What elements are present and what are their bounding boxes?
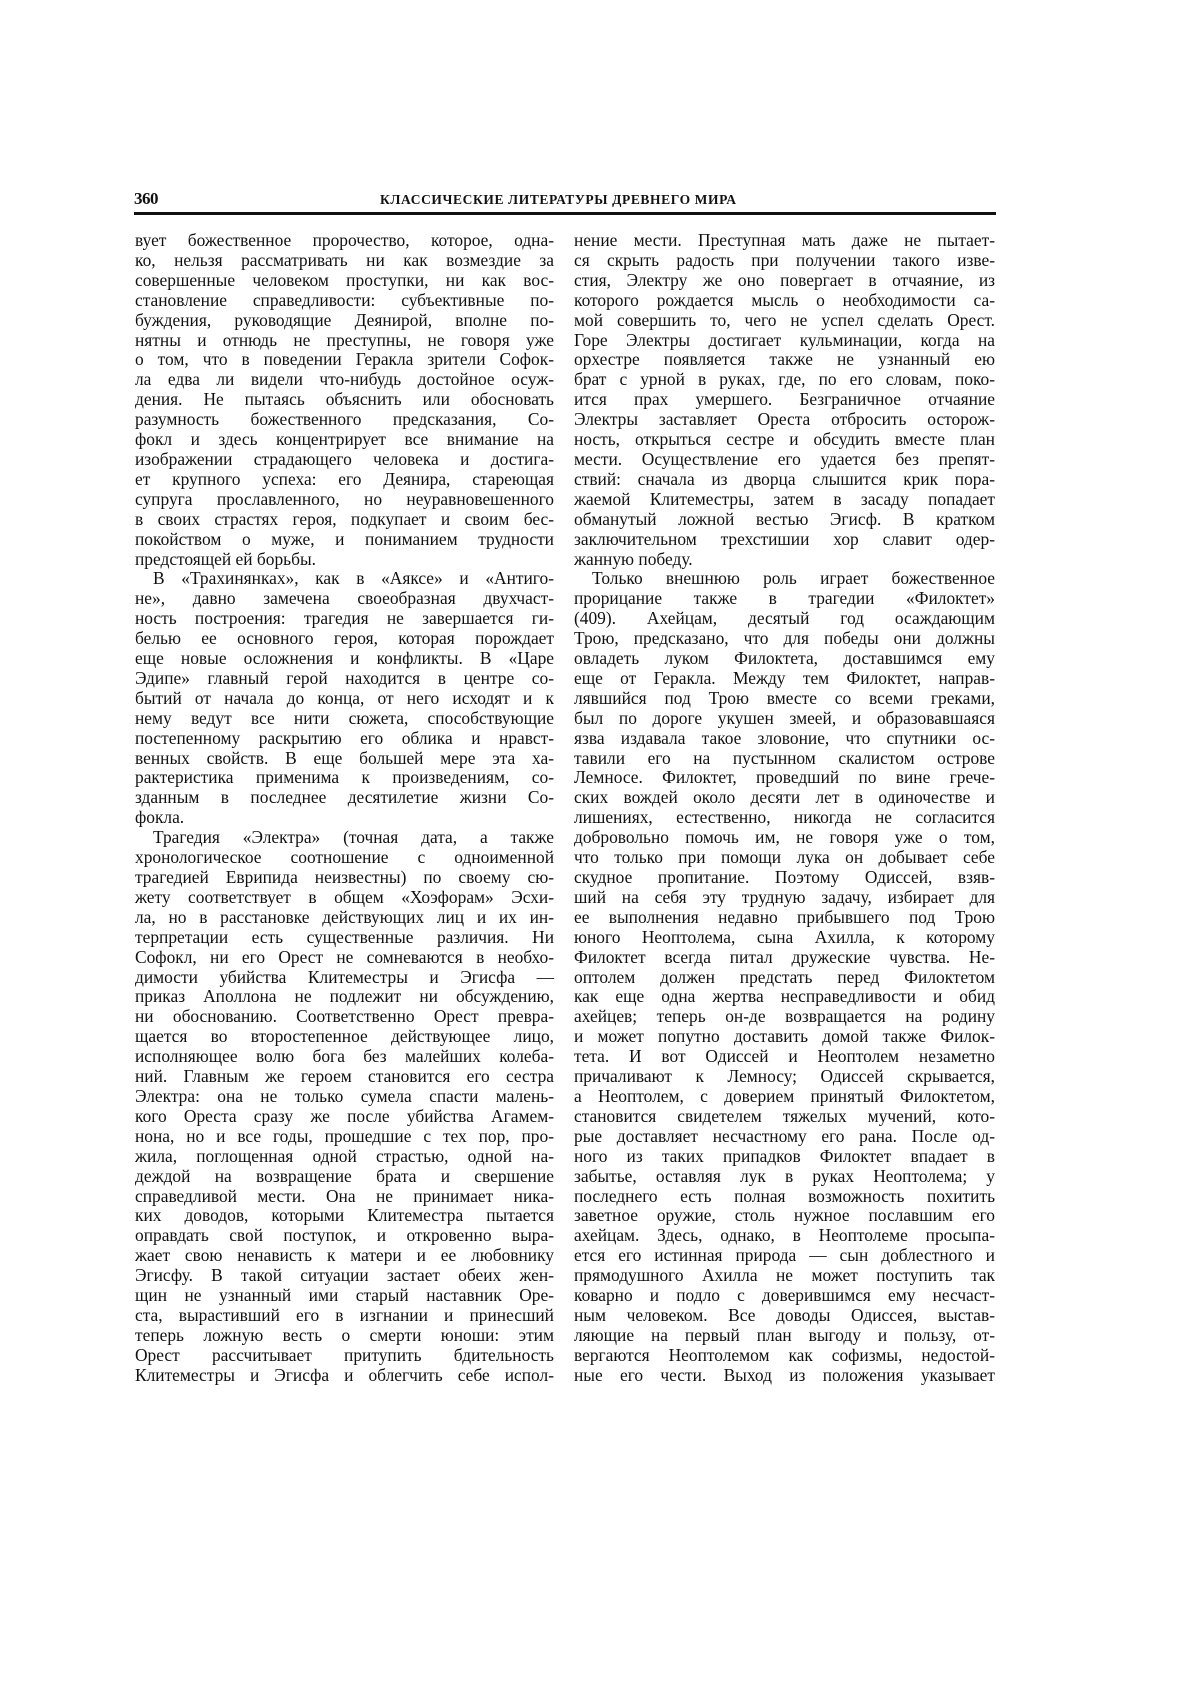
text-line: ко, нельзя рассматривать ни как возмездие за	[135, 249, 554, 270]
text-line: жаемой Клитеместры, затем в засаду попадает	[574, 488, 995, 509]
text-line: Эгисфу. В такой ситуации застает обеих жен-	[135, 1265, 554, 1286]
text-line: добровольно помочь им, не говоря уже о том,	[574, 827, 995, 848]
text-line: которого рождается мысль о необходимости са-	[574, 289, 995, 310]
text-line: о том, что в поведении Геракла зрители Софок-	[135, 349, 554, 370]
text-line: ные его чести. Выход из положения указывает	[574, 1364, 995, 1385]
text-line: как еще одна жертва несправедливости и обид	[574, 986, 995, 1007]
paragraph	[135, 569, 554, 828]
text-line: язва издавала такое зловоние, что спутники ос-	[574, 727, 995, 748]
text-line: ни обоснованию. Соответственно Орест превра-	[135, 1006, 554, 1027]
running-title: КЛАССИЧЕСКИЕ ЛИТЕРАТУРЫ ДРЕВНЕГО МИРА	[380, 192, 737, 207]
paragraph	[135, 231, 554, 569]
text-line: лявшийся под Трою вместе со всеми греками,	[574, 687, 995, 708]
text-line: ла, но в расстановке действующих лиц и их ин-	[135, 906, 554, 927]
text-line: обманутый ложной вестью Эгисф. В кратком	[574, 508, 995, 529]
text-line: ется его истинная природа — сын доблестного и	[574, 1245, 995, 1266]
text-line: Только внешнюю роль играет божественное	[592, 568, 995, 589]
text-line: коварно и подло с доверившимся ему несчаст-	[574, 1285, 995, 1306]
text-line: приказ Аполлона не подлежит ни обсуждению,	[135, 986, 554, 1007]
text-line: зданным в последнее десятилетие жизни Со-	[135, 787, 554, 808]
text-line: забытье, оставляя лук в руках Неоптолема; у	[574, 1165, 995, 1186]
text-line: Трагедия «Электра» (точная дата, а также	[153, 827, 554, 848]
text-line: нему ведут все нити сюжета, способствующие	[135, 707, 554, 728]
text-line: постепенному раскрытию его облика и нравст-	[135, 727, 554, 748]
text-line: фокла.	[135, 807, 185, 828]
text-line: трагедией Еврипида неизвестны) по своему сю-	[135, 867, 554, 887]
text-line: терпретации есть существенные различия. Ни	[135, 926, 554, 947]
text-line: Эдипе» главный герой находится в центре со-	[135, 667, 554, 688]
text-line: в своих страстях героя, подкупает и своим бес-	[135, 508, 554, 529]
text-line: не», давно замечена своеобразная двухчаст-	[135, 588, 554, 609]
text-line: ких доводов, которыми Клитеместра пытается	[135, 1205, 554, 1226]
text-line: ет крупного успеха: его Деянира, стареющая	[135, 468, 554, 489]
text-line: Софокл, ни его Орест не сомневаются в необхо-	[135, 946, 554, 967]
text-line: ахейцев; теперь он-де возвращается на родину	[574, 1006, 995, 1027]
text-line: овладеть луком Филоктета, доставшимся ему	[574, 648, 995, 669]
text-line: стия, Электру же оно повергает в отчаяние, из	[574, 269, 995, 290]
text-line: ахейцам. Здесь, однако, в Неоптолеме просыпа-	[574, 1225, 995, 1246]
text-line: прямодушного Ахилла не может поступить так	[574, 1265, 995, 1286]
text-line: брат с урной в руках, где, по его словам, поко-	[574, 369, 995, 390]
text-line: Филоктет всегда питал дружеские чувства. Не-	[574, 946, 995, 967]
text-line: изображении страдающего человека и достига-	[135, 448, 554, 469]
text-line: ность, открыться сестре и обсудить вместе план	[574, 429, 995, 450]
text-line: ший на себя эту трудную задачу, избирает для	[574, 886, 995, 907]
text-line: Лемносе. Филоктет, проведший по вине грече-	[574, 767, 995, 788]
text-line: разумность божественного предсказания, Со-	[135, 409, 554, 430]
text-line: ится прах умершего. Безграничное отчаяние	[574, 389, 995, 410]
text-line: нона, но и все годы, прошедшие с тех пор, про-	[135, 1125, 554, 1146]
text-line: Горе Электры достигает кульминации, когда на	[574, 329, 995, 350]
text-line: ста, вырастивший его в изгнании и принесший	[135, 1304, 554, 1325]
text-line: фокл и здесь концентрирует все внимание на	[135, 429, 554, 450]
text-line: еще от Геракла. Между тем Филоктет, направ-	[574, 667, 995, 688]
text-line: мести. Осуществление его удается без препят-	[574, 448, 995, 469]
paragraph	[135, 828, 554, 1385]
text-line: ских вождей около десяти лет в одиночестве и	[574, 787, 995, 808]
text-line: деждой на возвращение брата и свершение	[135, 1165, 554, 1186]
text-line: нение мести. Преступная мать даже не пытает-	[574, 230, 995, 250]
text-line: ся скрыть радость при получении такого изве-	[574, 249, 995, 270]
text-line: был по дороге укушен змеей, и образовавшаяся	[574, 707, 995, 728]
text-line: (409). Ахейцам, десятый год осаждающим	[574, 608, 995, 629]
text-line: справедливой мести. Она не принимает ника-	[135, 1185, 554, 1206]
text-line: теперь ложную весть о смерти юноши: этим	[135, 1324, 554, 1345]
text-line: кого Ореста сразу же после убийства Агамем-	[135, 1105, 554, 1126]
text-line: дения. Не пытаясь объяснить или обосновать	[135, 389, 554, 410]
text-line: бытий от начала до конца, от него исходят и к	[135, 687, 554, 708]
text-line: белью ее основного героя, которая порождает	[135, 628, 554, 649]
text-line: ным человеком. Все доводы Одиссея, выстав-	[574, 1304, 995, 1325]
right-column	[574, 231, 995, 1386]
text-line: вует божественное пророчество, которое, одна-	[135, 230, 554, 250]
header-rule	[134, 212, 996, 215]
text-line: еще новые осложнения и конфликты. В «Царе	[135, 648, 554, 669]
text-line: тавили его на пустынном скалистом острове	[574, 747, 995, 768]
text-line: ла едва ли видели что-нибудь достойное осуж-	[135, 369, 554, 390]
text-line: жету соответствует в общем «Хоэфорам» Эсхи-	[135, 886, 554, 907]
text-line: ее выполнения недавно прибывшего под Трою	[574, 906, 995, 927]
text-line: ного из таких припадков Филоктет впадает в	[574, 1145, 995, 1166]
text-line: исполняющее волю бога без малейших колеба-	[135, 1046, 554, 1067]
text-line: орхестре появляется также не узнанный ею	[574, 349, 995, 370]
text-line: хронологическое соотношение с одноименной	[135, 847, 554, 868]
paragraph	[574, 569, 995, 1385]
text-line: предстоящей ей борьбы.	[135, 548, 316, 569]
text-line: оправдать свой поступок, и откровенно выра-	[135, 1225, 554, 1246]
text-line: становится свидетелем тяжелых мучений, кото-	[574, 1105, 995, 1126]
text-line: щается во второстепенное действующее лицо,	[135, 1026, 554, 1047]
paragraph	[574, 231, 995, 569]
text-line: щин не узнанный ими старый наставник Оре-	[135, 1285, 554, 1306]
text-line: причаливают к Лемносу; Одиссей скрывается,	[574, 1066, 995, 1087]
text-line: прорицание также в трагедии «Филоктет»	[574, 588, 995, 609]
text-line: оптолем должен предстать перед Филоктетом	[574, 966, 995, 987]
text-line: и может попутно доставить домой также Филок-	[574, 1026, 995, 1047]
text-line: Трою, предсказано, что для победы они должны	[574, 628, 995, 649]
text-line: ляющие на первый план выгоду и пользу, от-	[574, 1324, 995, 1345]
left-column	[135, 231, 554, 1386]
text-line: ний. Главным же героем становится его сестра	[135, 1066, 554, 1087]
text-line: заветное оружие, столь нужное пославшим его	[574, 1205, 995, 1226]
text-line: венных свойств. В еще большей мере эта ха-	[135, 747, 554, 768]
page-number: 360	[134, 189, 158, 208]
text-line: последнего есть полная возможность похитить	[574, 1185, 995, 1206]
text-line: лишениях, естественно, никогда не согласится	[574, 807, 995, 828]
text-line: юного Неоптолема, сына Ахилла, к которому	[574, 926, 995, 947]
text-line: жает свою ненависть к матери и ее любовнику	[135, 1245, 554, 1266]
text-line: мой совершить то, чего не успел сделать Орест.	[574, 309, 995, 330]
text-line: рактеристика применима к произведениям, со-	[135, 767, 554, 788]
text-line: димости убийства Клитеместры и Эгисфа —	[135, 966, 554, 987]
text-line: покойством о муже, и пониманием трудности	[135, 528, 554, 549]
text-line: совершенные человеком проступки, ни как вос-	[135, 269, 554, 290]
text-line: тета. И вот Одиссей и Неоптолем незаметно	[574, 1046, 995, 1067]
text-line: жила, поглощенная одной страстью, одной на-	[135, 1145, 554, 1166]
text-line: Орест рассчитывает притупить бдительность	[135, 1344, 554, 1365]
text-line: скудное пропитание. Поэтому Одиссей, взяв-	[574, 867, 995, 887]
text-line: ность построения: трагедия не завершается ги-	[135, 608, 554, 629]
text-line: В «Трахинянках», как в «Аяксе» и «Антиго-	[153, 568, 554, 589]
text-line: нятны и отнюдь не преступны, не говоря уже	[135, 329, 554, 350]
text-line: Клитеместры и Эгисфа и облегчить себе испол-	[135, 1364, 554, 1385]
text-line: рые доставляет несчастному его рана. После од-	[574, 1125, 995, 1146]
text-line: что только при помощи лука он добывает себе	[574, 847, 995, 868]
text-line: супруга прославленного, но неуравновешенного	[135, 488, 554, 509]
text-line: становление справедливости: субъективные по-	[135, 289, 554, 310]
text-line: буждения, руководящие Деянирой, вполне по-	[135, 309, 554, 330]
text-line: а Неоптолем, с доверием принятый Филоктетом,	[574, 1085, 995, 1106]
text-line: заключительном трехстишии хор славит одер-	[574, 528, 995, 549]
text-line: Электры заставляет Ореста отбросить осторож-	[574, 409, 995, 430]
text-line: ствий: сначала из дворца слышится крик пора-	[574, 468, 995, 489]
text-line: жанную победу.	[574, 548, 693, 569]
text-line: Электра: она не только сумела спасти малень-	[135, 1085, 554, 1106]
text-line: вергаются Неоптолемом как софизмы, недостой-	[574, 1344, 995, 1365]
